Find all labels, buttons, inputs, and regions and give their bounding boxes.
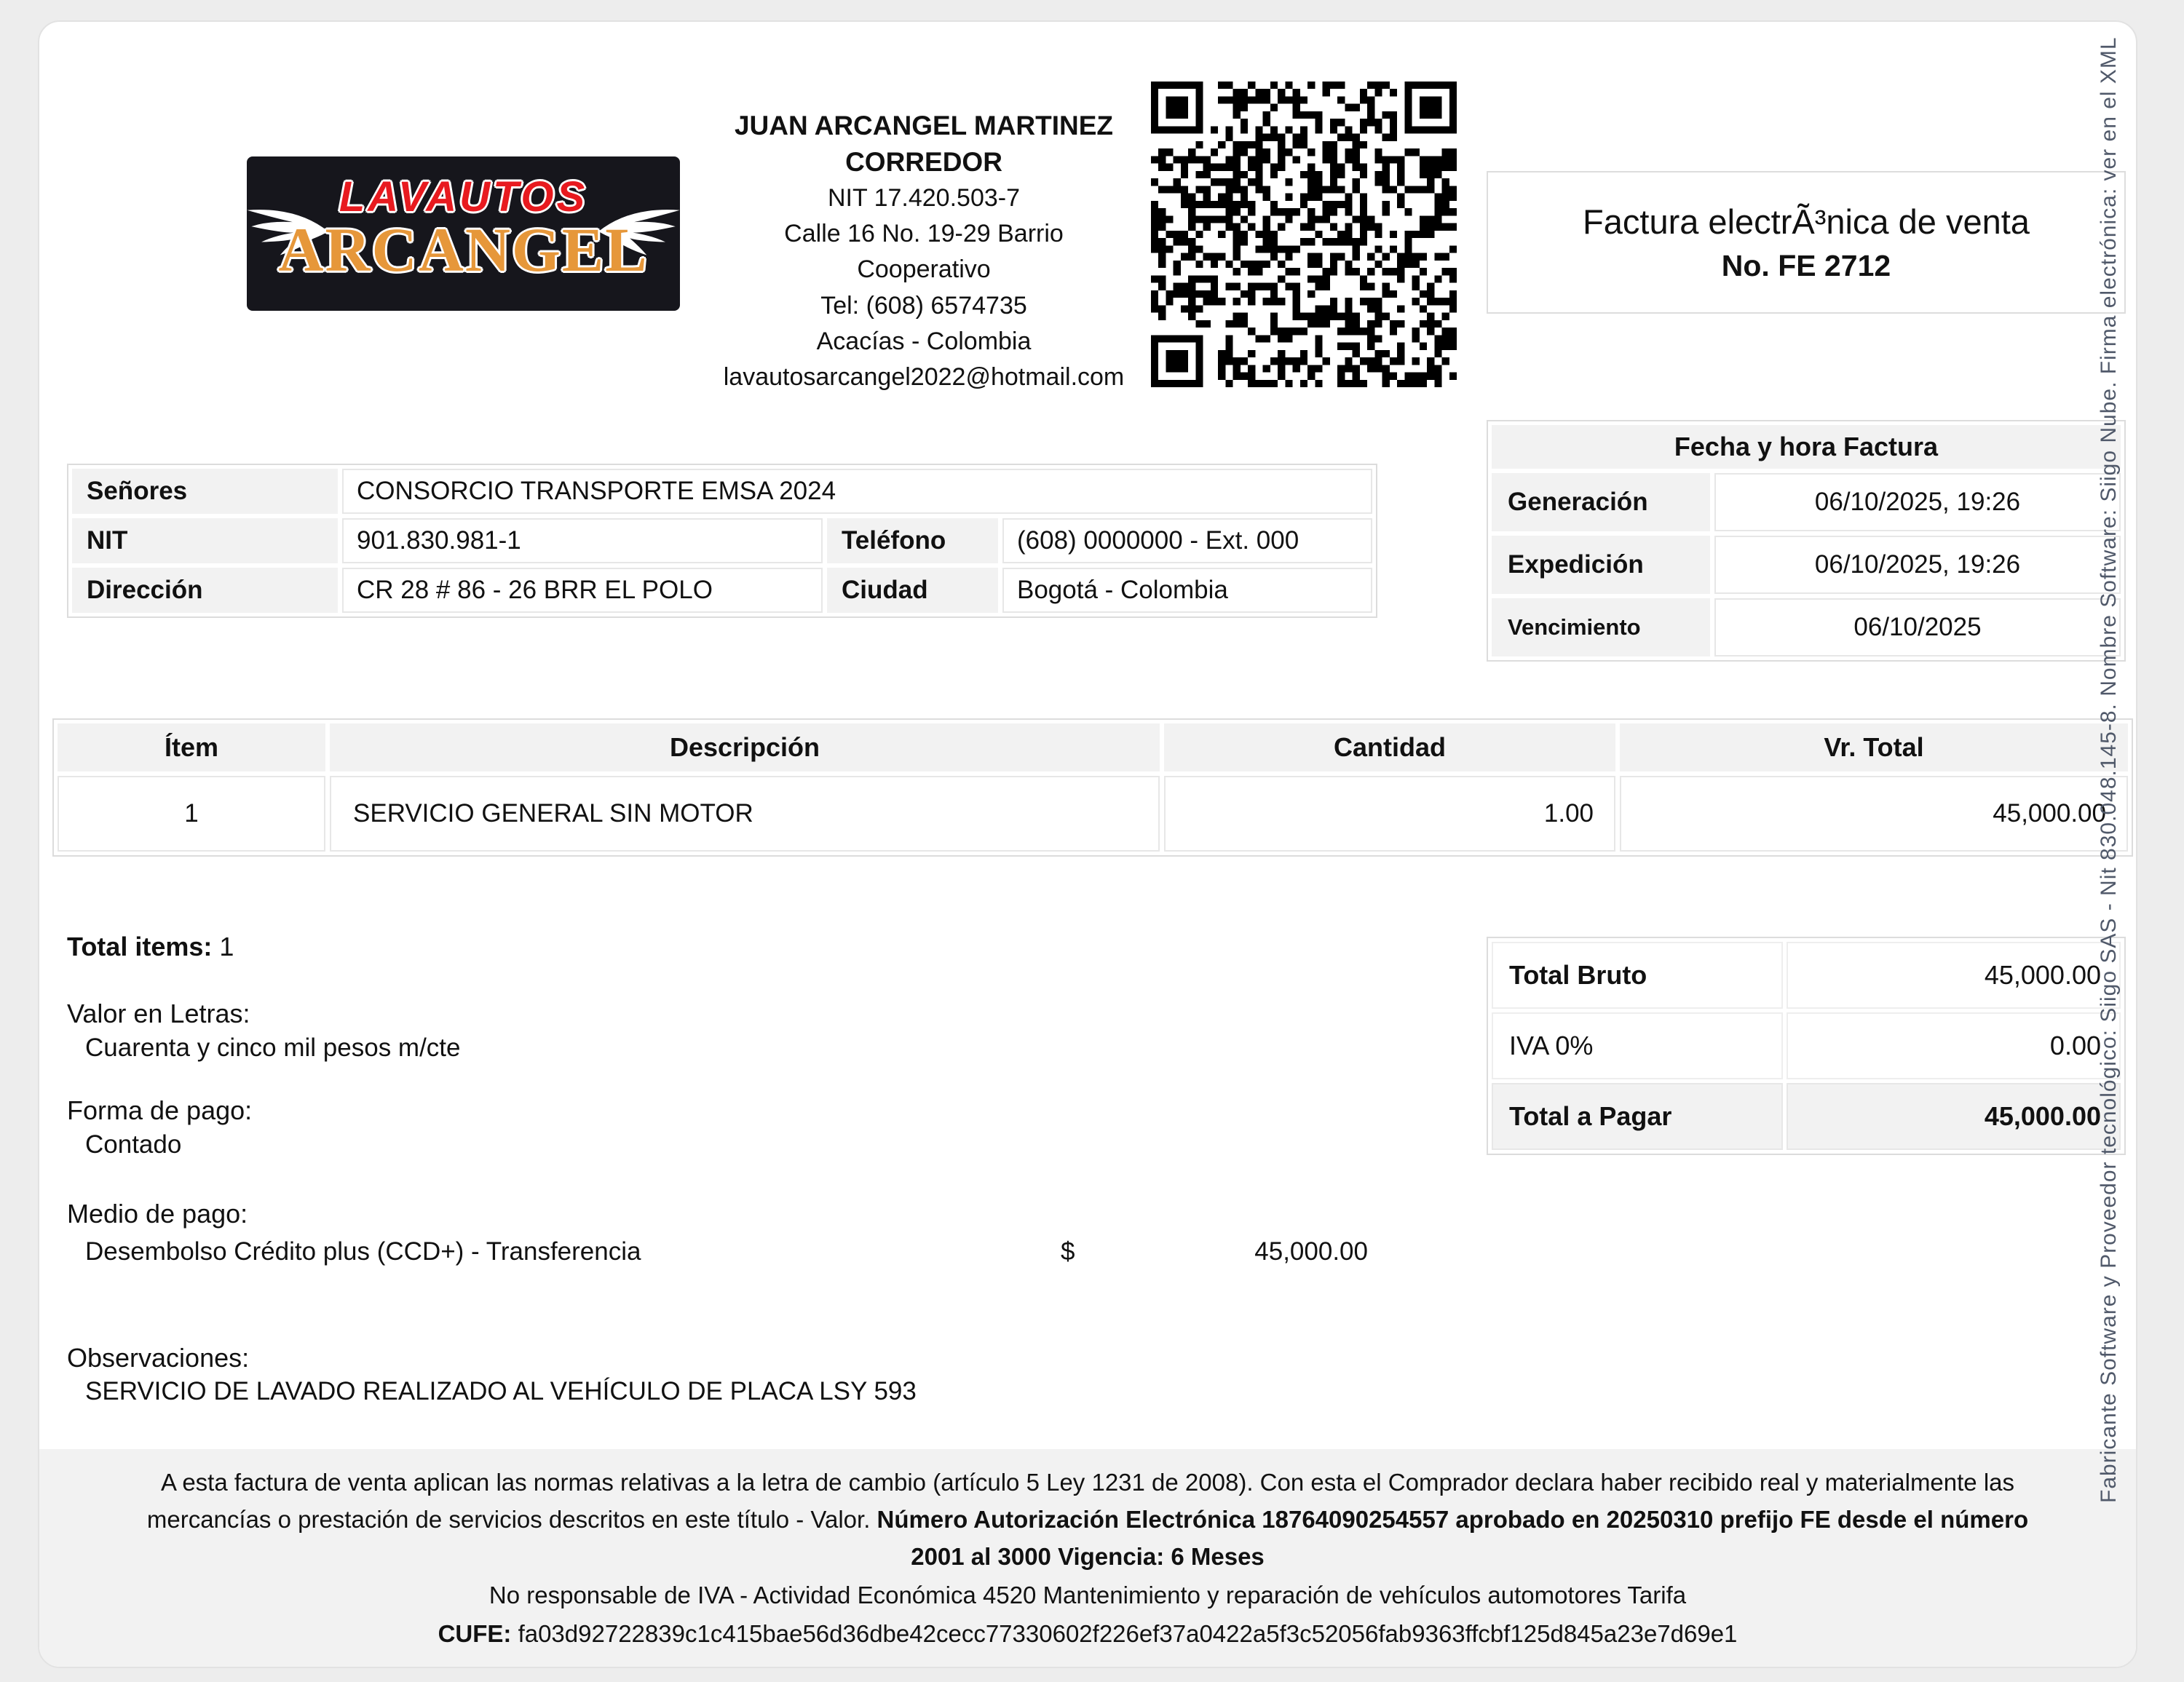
customer-nit-label: NIT	[72, 518, 338, 563]
footer-legal-paragraph	[127, 1464, 2049, 1575]
item-cell-descripcion: SERVICIO GENERAL SIN MOTOR	[330, 776, 1160, 852]
seller-address-line2: Cooperativo	[857, 255, 991, 284]
customer-ciudad-label: Ciudad	[827, 568, 998, 613]
seller-phone: Tel: (608) 6574735	[820, 291, 1027, 320]
dates-table-header: Fecha y hora Factura	[1492, 425, 2121, 469]
customer-telefono-label: Teléfono	[827, 518, 998, 563]
invoice-title: Factura electrÃ³nica de venta	[1583, 202, 2030, 241]
customer-nit-value: 901.830.981-1	[342, 518, 823, 563]
date-vencimiento-value: 06/10/2025	[1714, 598, 2121, 656]
footer-cufe-line	[127, 1615, 2049, 1652]
seller-info	[651, 108, 1197, 396]
total-bruto-label: Total Bruto	[1492, 942, 1783, 1009]
customer-table	[67, 464, 1377, 618]
date-generacion-value: 06/10/2025, 19:26	[1714, 473, 2121, 531]
table-row	[58, 776, 2128, 852]
total-pagar-value: 45,000.00	[1787, 1083, 2121, 1150]
medio-pago-value: Desembolso Crédito plus (CCD+) - Transferencia	[85, 1237, 641, 1266]
seller-name-line1: JUAN ARCANGEL MARTINEZ	[734, 111, 1114, 140]
total-items-label: Total items:	[67, 932, 213, 961]
observaciones-value: SERVICIO DE LAVADO REALIZADO AL VEHÍCULO DE PLACA LSY 593	[85, 1377, 917, 1405]
date-expedicion-label: Expedición	[1492, 536, 1710, 594]
medio-pago-label: Medio de pago:	[67, 1199, 248, 1229]
items-header-cantidad: Cantidad	[1164, 723, 1615, 771]
medio-pago-row	[85, 1237, 1368, 1266]
medio-pago-currency: $	[1061, 1237, 1075, 1266]
sidebar-vertical-text: Fabricante Software y Proveedor tecnológico: Siigo SAS - Nit 830.048.145-8. Nombre Software: Siigo Nube. Firma electrónica: ver en el XML	[2097, 36, 2121, 1503]
invoice-number: No. FE 2712	[1721, 249, 1891, 282]
items-header-item: Ítem	[58, 723, 325, 771]
footer-legal-bold: Número Autorización Electrónica 18764090254557 aprobado en 20250310 prefijo FE desde el número 2001 al 3000 Vigencia: 6 Meses	[877, 1505, 2029, 1570]
logo-text-lavautos: LAVAUTOS	[339, 173, 588, 221]
valor-letras-label: Valor en Letras:	[67, 999, 250, 1028]
item-cell-number: 1	[58, 776, 325, 852]
customer-direccion-value: CR 28 # 86 - 26 BRR EL POLO	[342, 568, 823, 613]
seller-name-line2: CORREDOR	[845, 146, 1002, 177]
customer-senores-label: Señores	[72, 469, 338, 514]
invoice-title-box	[1487, 171, 2126, 314]
footer-activity-line: No responsable de IVA - Actividad Económica 4520 Mantenimiento y reparación de vehículos automotores Tarifa	[488, 1582, 1687, 1609]
forma-pago-label: Forma de pago:	[67, 1095, 253, 1125]
total-items-value: 1	[219, 932, 234, 961]
iva-value: 0.00	[1787, 1012, 2121, 1079]
items-header-vrtotal: Vr. Total	[1620, 723, 2128, 771]
invoice-card	[38, 20, 2137, 1668]
iva-label: IVA 0%	[1492, 1012, 1783, 1079]
item-cell-vrtotal: 45,000.00	[1620, 776, 2128, 852]
items-table	[52, 718, 2133, 857]
total-pagar-label: Total a Pagar	[1492, 1083, 1783, 1150]
valor-letras-value: Cuarenta y cinco mil pesos m/cte	[85, 1034, 461, 1062]
footer-legal-block	[39, 1449, 2136, 1667]
items-table-header-row	[58, 723, 2128, 771]
observaciones-label: Observaciones:	[67, 1343, 250, 1373]
seller-city: Acacías - Colombia	[816, 328, 1032, 356]
total-items-line	[67, 932, 234, 962]
seller-address-line1: Calle 16 No. 19-29 Barrio	[784, 220, 1064, 248]
total-bruto-value: 45,000.00	[1787, 942, 2121, 1009]
items-header-descripcion: Descripción	[330, 723, 1160, 771]
customer-ciudad-value: Bogotá - Colombia	[1002, 568, 1372, 613]
seller-nit: NIT 17.420.503-7	[828, 183, 1020, 212]
customer-senores-value: CONSORCIO TRANSPORTE EMSA 2024	[342, 469, 1372, 514]
cufe-label: CUFE:	[438, 1620, 512, 1648]
customer-direccion-label: Dirección	[72, 568, 338, 613]
logo-text-arcangel: ARCANGEL	[278, 215, 649, 285]
company-logo	[247, 156, 680, 311]
date-expedicion-value: 06/10/2025, 19:26	[1714, 536, 2121, 594]
cufe-value: fa03d92722839c1c415bae56d36dbe42cecc77330602f226ef37a0422a5f3c52056fab9363ffcbf125d845a23e7d69e1	[518, 1620, 1738, 1648]
date-vencimiento-label: Vencimiento	[1492, 598, 1710, 656]
totals-table	[1487, 937, 2126, 1155]
date-generacion-label: Generación	[1492, 473, 1710, 531]
medio-pago-amount: 45,000.00	[1254, 1237, 1368, 1266]
seller-email: lavautosarcangel2022@hotmail.com	[723, 363, 1125, 392]
dates-table	[1487, 420, 2126, 662]
forma-pago-value: Contado	[85, 1130, 182, 1159]
qr-code	[1151, 82, 1457, 387]
item-cell-cantidad: 1.00	[1164, 776, 1615, 852]
customer-telefono-value: (608) 0000000 - Ext. 000	[1002, 518, 1372, 563]
footer-legal-normal: A esta factura de venta aplican las normas relativas a la letra de cambio (artículo 5 Ley 1231 de 2008). Con esta el Comprador declara haber recibido real y materialmente las mercancías o prestación de servicios descritos en este título - Valor.	[146, 1468, 2015, 1533]
